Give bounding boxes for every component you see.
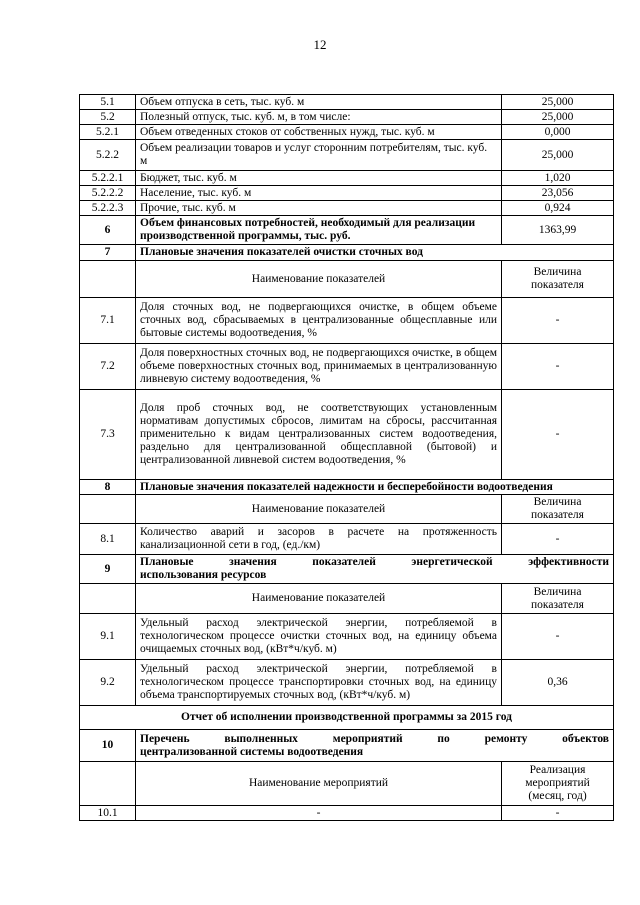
row-value: -	[502, 806, 614, 821]
section-8-header-value: Величина показателя	[502, 495, 614, 524]
row-number: 9.2	[80, 660, 136, 706]
row-value: 0,924	[502, 201, 614, 216]
table-row	[80, 186, 614, 201]
page-number: 12	[313, 37, 327, 52]
section-9-number: 9	[80, 555, 136, 584]
empty-cell	[80, 261, 136, 298]
row-text: Население, тыс. куб. м	[136, 186, 502, 201]
table-row	[80, 95, 614, 110]
table-row	[80, 298, 614, 344]
row-text: Прочие, тыс. куб. м	[136, 201, 502, 216]
section-6-number: 6	[80, 216, 136, 245]
row-number: 7.1	[80, 298, 136, 344]
section-10-header-row	[80, 762, 614, 806]
row-text: Объем отпуска в сеть, тыс. куб. м	[136, 95, 502, 110]
report-title: Отчет об исполнении производственной программы за 2015 год	[80, 706, 614, 730]
empty-cell	[80, 495, 136, 524]
row-number: 7.2	[80, 344, 136, 390]
row-number: 5.2.1	[80, 125, 136, 140]
table-row	[80, 171, 614, 186]
row-value: -	[502, 344, 614, 390]
row-text: Бюджет, тыс. куб. м	[136, 171, 502, 186]
section-10-header-value: Реализация мероприятий (месяц, год)	[502, 762, 614, 806]
row-text: -	[136, 806, 502, 821]
row-number: 5.1	[80, 95, 136, 110]
section-7-header-value: Величина показателя	[502, 261, 614, 298]
row-value: 0,000	[502, 125, 614, 140]
section-8-number: 8	[80, 480, 136, 495]
section-9-header-value: Величина показателя	[502, 584, 614, 614]
section-6-value: 1363,99	[502, 216, 614, 245]
section-9-header-name: Наименование показателей	[136, 584, 502, 614]
section-7-number: 7	[80, 245, 136, 261]
program-table	[79, 94, 614, 821]
section-10-title-line-2: централизованной системы водоотведения	[140, 745, 364, 758]
section-7-title: Плановые значения показателей очистки сточных вод	[136, 245, 614, 261]
section-10-title-line-1: Перечень выполненных мероприятий по ремонту объектов	[140, 732, 609, 745]
row-number: 5.2.2.2	[80, 186, 136, 201]
row-text: Объем отведенных стоков от собственных нужд, тыс. куб. м	[136, 125, 502, 140]
empty-cell	[80, 584, 136, 614]
row-text: Объем реализации товаров и услуг сторонним потребителям, тыс. куб. м	[136, 140, 502, 171]
table-row	[80, 660, 614, 706]
table-row	[80, 390, 614, 480]
row-value: -	[502, 614, 614, 660]
row-value: -	[502, 298, 614, 344]
row-number: 5.2.2.3	[80, 201, 136, 216]
table-row	[80, 344, 614, 390]
section-9-header-row	[80, 584, 614, 614]
row-value: -	[502, 524, 614, 555]
section-8-title: Плановые значения показателей надежности и бесперебойности водоотведения	[136, 480, 614, 495]
section-9-title-row	[80, 555, 614, 584]
row-value: 0,36	[502, 660, 614, 706]
section-10-title	[136, 730, 614, 762]
section-10-header-name: Наименование мероприятий	[136, 762, 502, 806]
table-row	[80, 524, 614, 555]
section-6-text: Объем финансовых потребностей, необходимый для реализации производственной программы, тыс. руб.	[136, 216, 502, 245]
section-8-header-row	[80, 495, 614, 524]
table-row	[80, 614, 614, 660]
table-row	[80, 110, 614, 125]
row-text: Доля проб сточных вод, не соответствующих установленным нормативам допустимых сбросов, лимитам на сбросы, рассчитанная применительно к видам централизованных систем водоотведения, раздельно для централизованной общесплавной (бытовой) и централизованной ливневой систем водоотведения, %	[136, 390, 502, 480]
section-10-title-row	[80, 730, 614, 762]
table-row	[80, 125, 614, 140]
row-value: 23,056	[502, 186, 614, 201]
row-text: Полезный отпуск, тыс. куб. м, в том числе:	[136, 110, 502, 125]
section-9-title	[136, 555, 614, 584]
table-row	[80, 140, 614, 171]
row-number: 10.1	[80, 806, 136, 821]
row-value: 1,020	[502, 171, 614, 186]
row-number: 5.2	[80, 110, 136, 125]
section-8-header-name: Наименование показателей	[136, 495, 502, 524]
table-row	[80, 806, 614, 821]
row-text: Количество аварий и засоров в расчете на протяженность канализационной сети в год, (ед./км)	[136, 524, 502, 555]
section-10-number: 10	[80, 730, 136, 762]
section-7-header-row	[80, 261, 614, 298]
row-number: 8.1	[80, 524, 136, 555]
section-7-title-row	[80, 245, 614, 261]
empty-cell	[80, 762, 136, 806]
row-value: 25,000	[502, 110, 614, 125]
section-8-title-row	[80, 480, 614, 495]
section-9-title-line-2: использования ресурсов	[140, 569, 267, 581]
section-6-row	[80, 216, 614, 245]
row-text: Доля сточных вод, не подвергающихся очистке, в общем объеме сточных вод, сбрасываемых в централизованные общесплавные или бытовые системы водоотведения, %	[136, 298, 502, 344]
row-number: 7.3	[80, 390, 136, 480]
row-text: Удельный расход электрической энергии, потребляемой в технологическом процессе транспортировки сточных вод, на единицу объема транспортируемых сточных вод, (кВт*ч/куб. м)	[136, 660, 502, 706]
row-number: 9.1	[80, 614, 136, 660]
row-text: Доля поверхностных сточных вод, не подвергающихся очистке, в общем объеме поверхностных сточных вод, принимаемых в централизованную ливневую систему водоотведения, %	[136, 344, 502, 390]
table-row	[80, 201, 614, 216]
report-title-row	[80, 706, 614, 730]
section-7-header-name: Наименование показателей	[136, 261, 502, 298]
row-value: 25,000	[502, 140, 614, 171]
row-number: 5.2.2.1	[80, 171, 136, 186]
row-value: 25,000	[502, 95, 614, 110]
row-number: 5.2.2	[80, 140, 136, 171]
row-value: -	[502, 390, 614, 480]
row-text: Удельный расход электрической энергии, потребляемой в технологическом процессе очистки сточных вод, на единицу объема очищаемых сточных вод, (кВт*ч/куб. м)	[136, 614, 502, 660]
section-9-title-line-1: Плановые значения показателей энергетической эффективности	[140, 556, 609, 568]
